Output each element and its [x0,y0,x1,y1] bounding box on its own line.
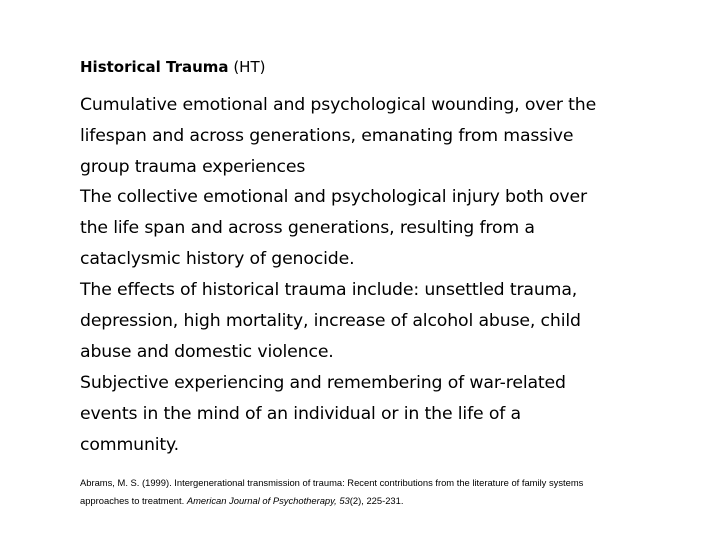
text-line: The collective emotional and psychological injury both over [80,187,587,207]
definition-paragraph-1 [80,90,700,183]
text-line: events in the mind of an individual or in the life of a [80,404,521,424]
citation-prefix: approaches to treatment. [80,495,187,506]
definition-paragraph-3 [80,368,700,461]
slide-title [80,56,265,78]
text-line: abuse and domestic violence. [80,342,334,362]
citation [80,474,583,510]
text-line: the life span and across generations, resulting from a [80,218,535,238]
citation-suffix: (2), 225-231. [349,495,404,506]
text-line: Cumulative emotional and psychological wounding, over the [80,95,597,115]
citation-line-1: Abrams, M. S. (1999). Intergenerational transmission of trauma: Recent contributions from the literature of family systems [80,477,584,488]
text-line: cataclysmic history of genocide. [80,249,355,269]
text-line: lifespan and across generations, emanating from massive [80,126,574,146]
title-suffix: (HT) [228,58,266,76]
citation-journal: American Journal of Psychotherapy, 53 [186,495,350,506]
citation-line-2 [80,492,583,510]
text-line: depression, high mortality, increase of alcohol abuse, child [80,311,581,331]
definition-paragraph-2 [80,182,700,368]
text-line: community. [80,435,179,455]
text-line: group trauma experiences [80,157,306,177]
text-line: The effects of historical trauma include: unsettled trauma, [80,280,578,300]
text-line: Subjective experiencing and remembering of war-related [80,373,566,393]
title-bold: Historical Trauma [80,58,229,76]
